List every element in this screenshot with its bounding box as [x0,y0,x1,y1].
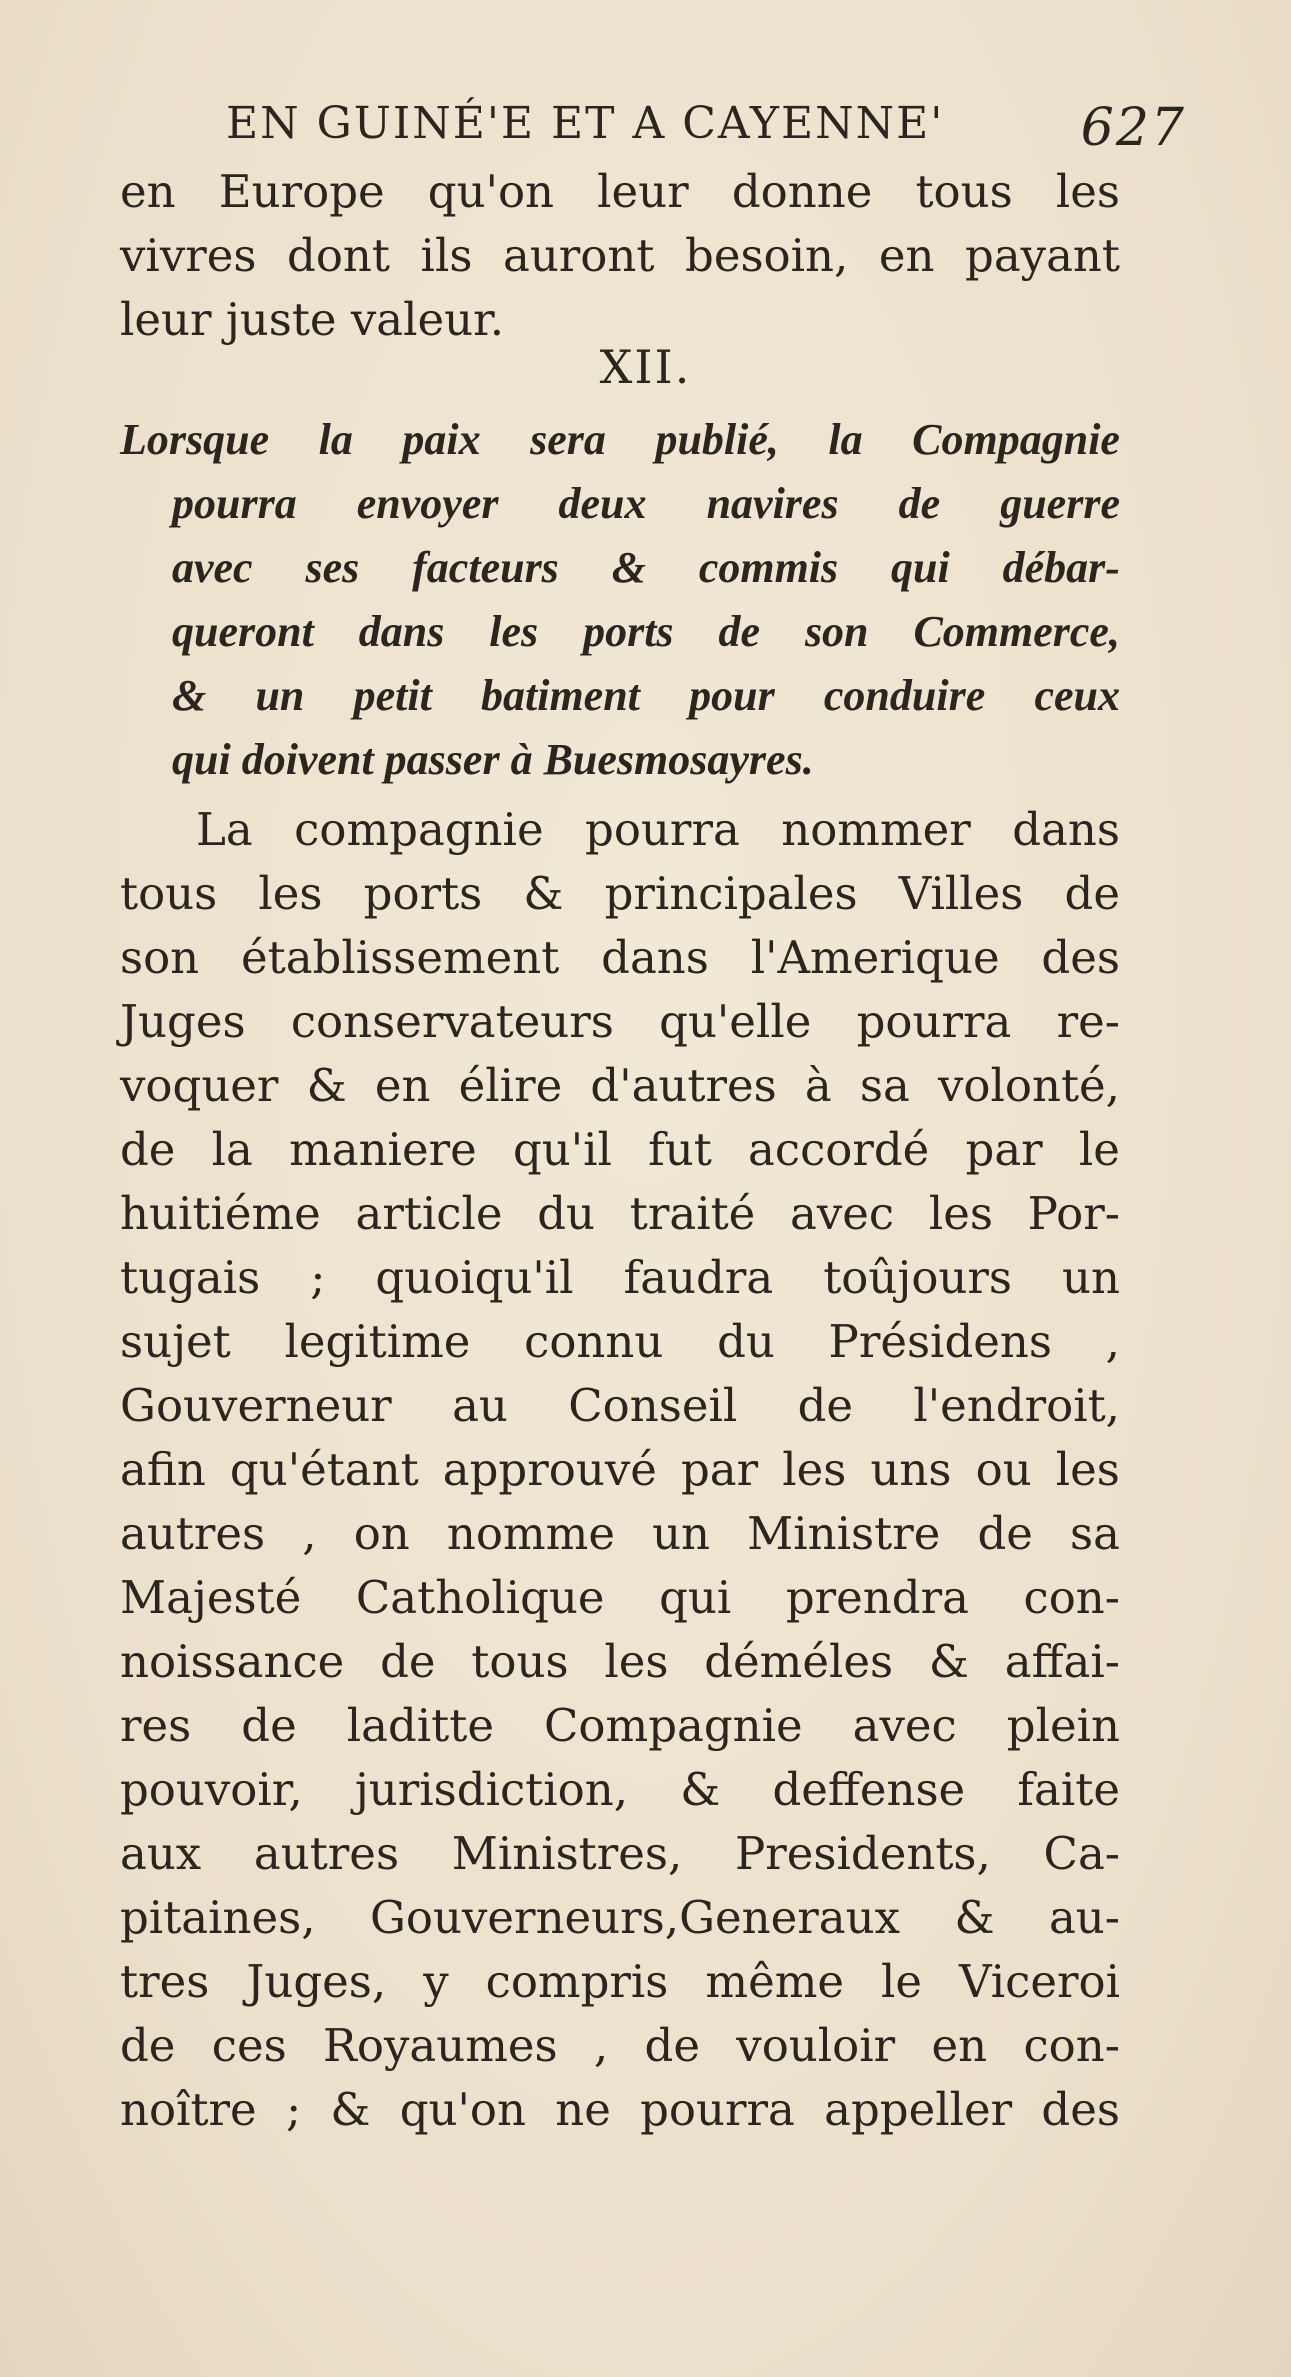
text-line: leur juste valeur. [120,293,504,346]
text-line: tous les ports & principales Villes de [120,867,1120,920]
article-heading-line: qui doivent passer à Buesmosayres. [172,735,814,784]
text-line: de la maniere qu'il fut accordé par le [120,1123,1120,1176]
text-line: Gouverneur au Conseil de l'endroit, [120,1379,1120,1432]
text-line: huitiéme article du traité avec les Por- [120,1187,1120,1240]
text-line: noître ; & qu'on ne pourra appeller des [120,2083,1120,2136]
text-line: autres , on nomme un Ministre de sa [120,1507,1120,1560]
text-line: en Europe qu'on leur donne tous les [120,165,1120,218]
text-line: sujet legitime connu du Présidens , [120,1315,1120,1368]
article-heading-line: & un petit batiment pour conduire ceux [172,671,1120,720]
text-line: tres Juges, y compris même le Viceroi [120,1955,1120,2008]
text-line: afin qu'étant approuvé par les uns ou les [120,1443,1120,1496]
article-heading-line: Lorsque la paix sera publié, la Compagnie [120,415,1120,464]
text-line: pouvoir, jurisdiction, & deffense faite [120,1763,1120,1816]
section-number: XII. [599,340,692,394]
running-title: EN GUINÉ'E ET A CAYENNE' [226,98,945,149]
text-line: pitaines, Gouverneurs,Generaux & au- [120,1891,1120,1944]
text-line: noissance de tous les déméles & affai- [120,1635,1120,1688]
text-line: Juges conservateurs qu'elle pourra re- [120,995,1120,1048]
text-line: vivres dont ils auront besoin, en payant [120,229,1120,282]
article-heading-line: pourra envoyer deux navires de guerre [172,479,1120,528]
text-line: Majesté Catholique qui prendra con- [120,1571,1120,1624]
text-line: tugais ; quoiqu'il faudra toûjours un [120,1251,1120,1304]
text-line: aux autres Ministres, Presidents, Ca- [120,1827,1120,1880]
article-heading-line: avec ses facteurs & commis qui débar- [172,543,1120,592]
article-heading-line: queront dans les ports de son Commerce, [172,607,1120,656]
text-line: son établissement dans l'Amerique des [120,931,1120,984]
text-line: voquer & en élire d'autres à sa volonté, [120,1059,1120,1112]
paragraph-first-line: La compagnie pourra nommer dans [196,803,1120,856]
text-line: res de laditte Compagnie avec plein [120,1699,1120,1752]
page-number: 627 [1080,98,1186,158]
text-line: de ces Royaumes , de vouloir en con- [120,2019,1120,2072]
